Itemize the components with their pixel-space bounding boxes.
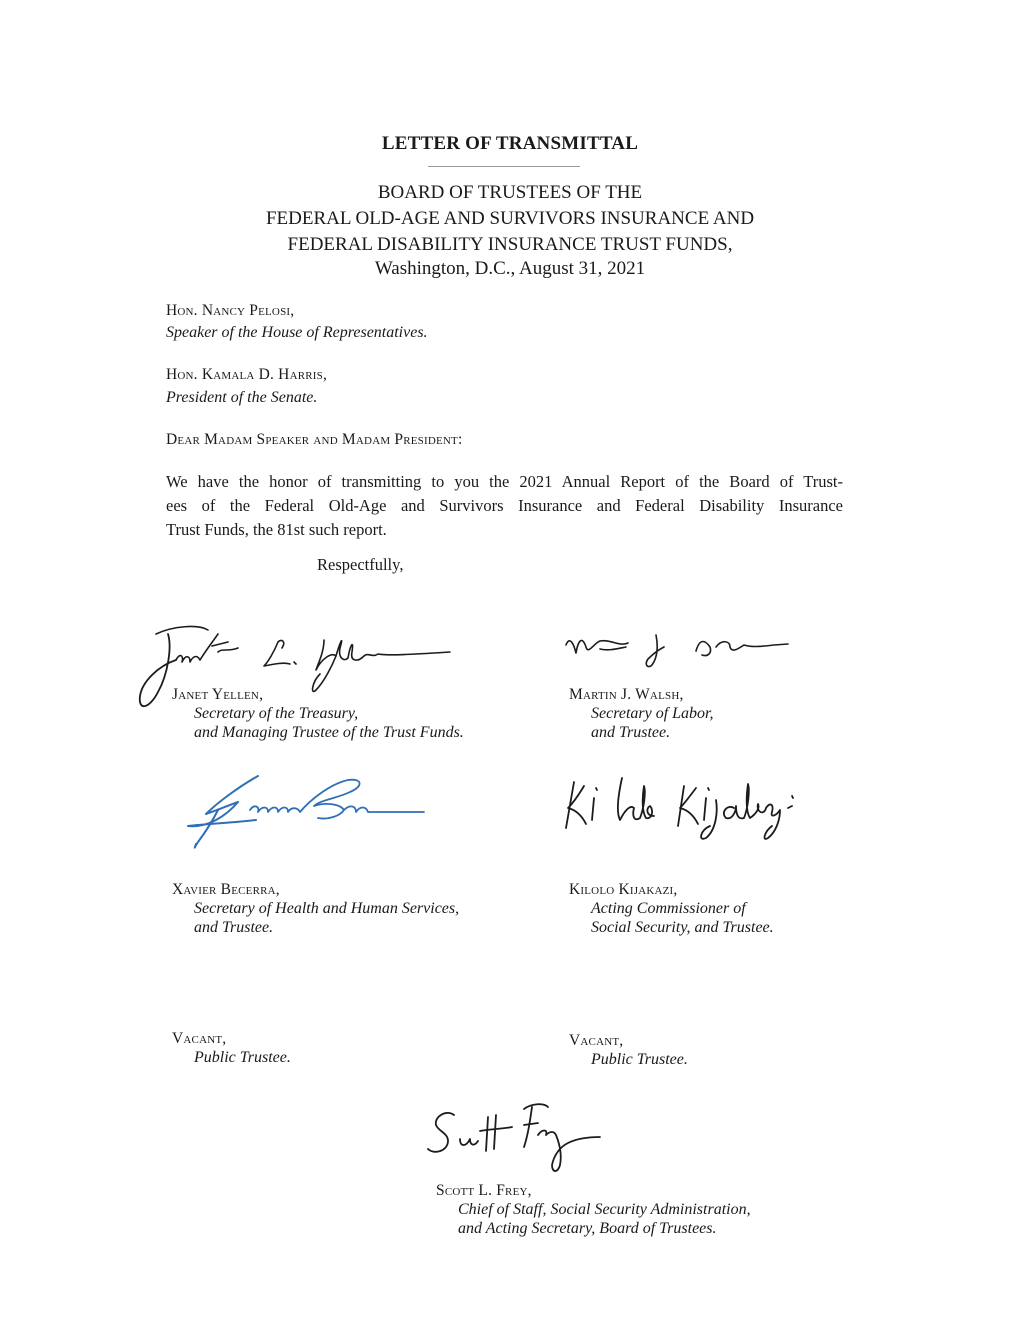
signatory-becerra-role-2: and Trustee. bbox=[194, 919, 274, 936]
signatory-yellen-role-1: Secretary of the Treasury, bbox=[194, 705, 359, 722]
signatory-becerra-name: Xavier Becerra, bbox=[172, 881, 280, 898]
signatory-yellen-role-2: and Managing Trustee of the Trust Funds. bbox=[194, 724, 464, 741]
signatory-vacant-2-role: Public Trustee. bbox=[591, 1051, 688, 1068]
title-rule bbox=[428, 166, 580, 167]
org-line-1: BOARD OF TRUSTEES OF THE bbox=[377, 182, 643, 203]
addressee-1-title: Speaker of the House of Representatives. bbox=[166, 324, 428, 341]
letter-title: LETTER OF TRANSMITTAL bbox=[381, 133, 639, 154]
signatory-frey-name: Scott L. Frey, bbox=[436, 1182, 532, 1199]
date-line: Washington, D.C., August 31, 2021 bbox=[374, 258, 646, 279]
signatory-walsh-name: Martin J. Walsh, bbox=[569, 686, 684, 703]
signature-frey bbox=[420, 1095, 610, 1177]
body-line-2: ees of the Federal Old-Age and Survivors Insurance and Federal Disability Insurance bbox=[166, 496, 843, 515]
addressee-2-title: President of the Senate. bbox=[166, 389, 318, 406]
signatory-becerra-role-1: Secretary of Health and Human Services, bbox=[194, 900, 460, 917]
signatory-kijakazi-role-2: Social Security, and Trustee. bbox=[591, 919, 774, 936]
salutation: Dear Madam Speaker and Madam President: bbox=[166, 431, 463, 448]
signature-kijakazi bbox=[560, 768, 830, 848]
signature-walsh bbox=[560, 625, 800, 675]
addressee-2-name: Hon. Kamala D. Harris, bbox=[166, 366, 328, 383]
signatory-walsh-role-1: Secretary of Labor, bbox=[591, 705, 714, 722]
signatory-walsh-role-2: and Trustee. bbox=[591, 724, 671, 741]
closing: Respectfully, bbox=[317, 555, 404, 574]
signatory-yellen-name: Janet Yellen, bbox=[172, 686, 264, 703]
signatory-vacant-2-name: Vacant, bbox=[569, 1032, 624, 1049]
signatory-vacant-1-name: Vacant, bbox=[172, 1030, 227, 1047]
org-line-3: FEDERAL DISABILITY INSURANCE TRUST FUNDS, bbox=[287, 234, 733, 255]
org-line-2: FEDERAL OLD-AGE AND SURVIVORS INSURANCE AND bbox=[265, 208, 755, 229]
signatory-kijakazi-name: Kilolo Kijakazi, bbox=[569, 881, 678, 898]
signature-becerra bbox=[180, 770, 430, 852]
signatory-frey-role-2: and Acting Secretary, Board of Trustees. bbox=[458, 1220, 717, 1237]
body-line-3: Trust Funds, the 81st such report. bbox=[166, 520, 387, 539]
signatory-kijakazi-role-1: Acting Commissioner of bbox=[591, 900, 746, 917]
addressee-1-name: Hon. Nancy Pelosi, bbox=[166, 302, 295, 319]
signatory-frey-role-1: Chief of Staff, Social Security Administration, bbox=[458, 1201, 751, 1218]
body-line-1: We have the honor of transmitting to you the 2021 Annual Report of the Board of Trust- bbox=[166, 472, 843, 491]
signatory-vacant-1-role: Public Trustee. bbox=[194, 1049, 291, 1066]
